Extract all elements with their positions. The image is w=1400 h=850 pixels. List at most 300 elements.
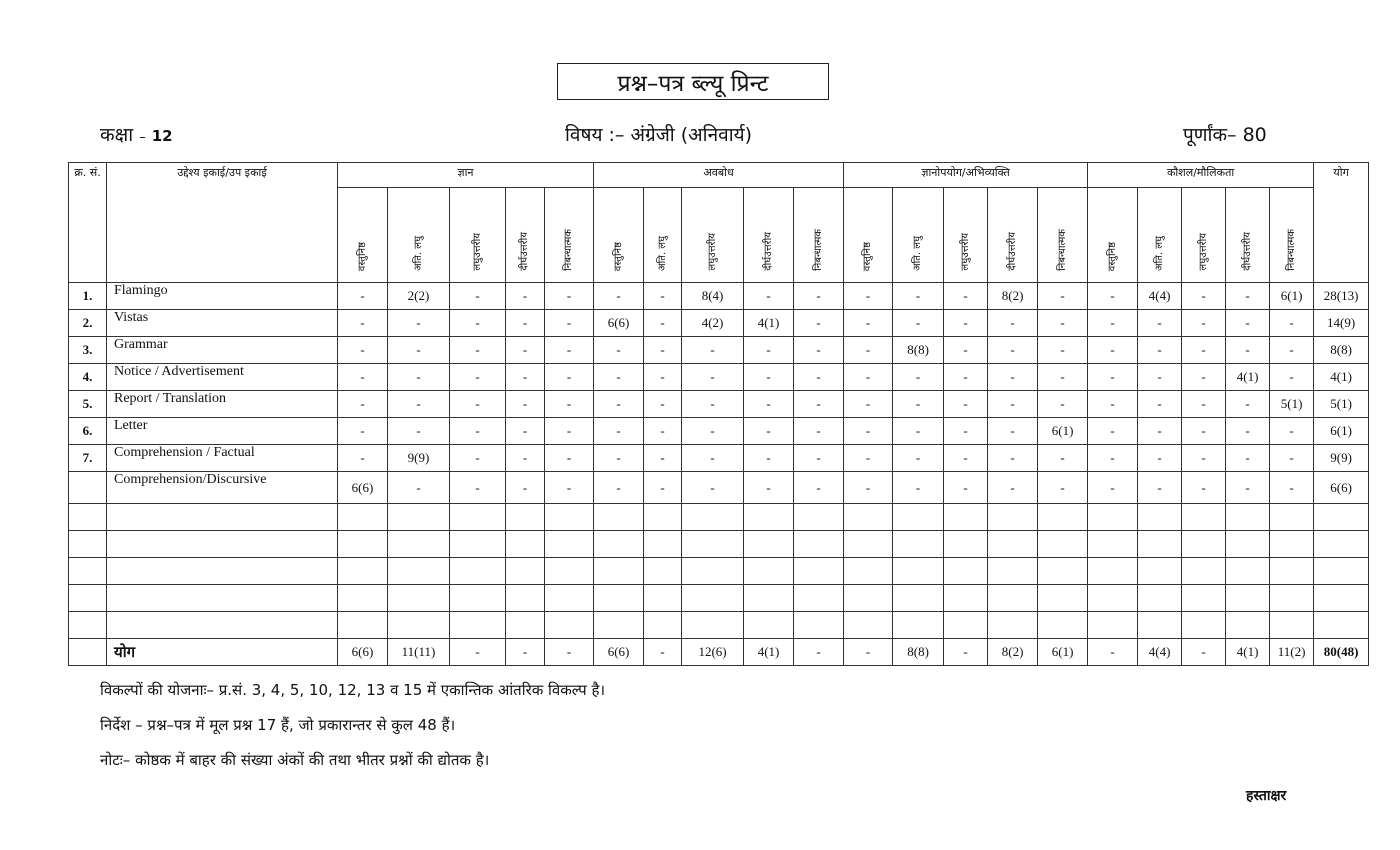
row-cell: - — [744, 391, 794, 418]
row-cell: - — [506, 445, 545, 472]
empty-cell — [844, 585, 893, 612]
signature-label: हस्ताक्षर — [1246, 788, 1287, 804]
row-cell: - — [893, 364, 944, 391]
row-cell: - — [450, 310, 506, 337]
empty-cell — [893, 531, 944, 558]
empty-cell — [69, 612, 107, 639]
row-cell: - — [545, 283, 594, 310]
row-cell: - — [388, 337, 450, 364]
row-cell: - — [1270, 445, 1314, 472]
row-cell: - — [644, 283, 682, 310]
row-cell: - — [682, 391, 744, 418]
row-cell: - — [1088, 364, 1138, 391]
sub-col-label: निबन्धात्मक — [1285, 229, 1297, 271]
row-sn: 3. — [69, 337, 107, 364]
empty-cell — [450, 585, 506, 612]
empty-cell — [1138, 612, 1182, 639]
row-cell: 9(9) — [388, 445, 450, 472]
row-sn: 4. — [69, 364, 107, 391]
row-cell: 6(1) — [1270, 283, 1314, 310]
row-cell: - — [1088, 445, 1138, 472]
row-cell: - — [388, 472, 450, 504]
row-cell: - — [1038, 472, 1088, 504]
row-cell: - — [594, 364, 644, 391]
row-cell: - — [338, 310, 388, 337]
empty-cell — [545, 585, 594, 612]
row-cell: - — [1226, 445, 1270, 472]
sub-col-label: अति. लघु — [412, 236, 424, 271]
row-unit: Comprehension/Discursive — [107, 472, 338, 504]
empty-cell — [644, 531, 682, 558]
row-cell: - — [1138, 337, 1182, 364]
sub-col-label: लघुउत्तरीय — [1197, 233, 1209, 271]
row-cell: - — [844, 364, 893, 391]
empty-cell — [1038, 504, 1088, 531]
sub-col-label: दीर्घउत्तरीय — [1006, 232, 1018, 271]
row-cell: - — [1038, 364, 1088, 391]
row-cell: - — [1038, 445, 1088, 472]
empty-cell — [388, 558, 450, 585]
col-total-header: योग — [1314, 163, 1369, 283]
empty-cell — [944, 531, 988, 558]
subject-label: विषय :– अंग्रेजी (अनिवार्य) — [565, 124, 753, 146]
sub-col-label: निबन्धात्मक — [812, 229, 824, 271]
class-label-text: कक्षा — [100, 124, 134, 146]
empty-row — [69, 585, 1369, 612]
empty-cell — [69, 558, 107, 585]
empty-cell — [893, 585, 944, 612]
row-cell: - — [944, 283, 988, 310]
empty-cell — [545, 504, 594, 531]
row-cell: 8(4) — [682, 283, 744, 310]
row-cell: - — [1270, 310, 1314, 337]
empty-cell — [338, 504, 388, 531]
sub-col-header — [1270, 188, 1314, 283]
empty-cell — [893, 504, 944, 531]
row-cell: - — [1182, 310, 1226, 337]
empty-cell — [69, 531, 107, 558]
empty-cell — [545, 531, 594, 558]
empty-cell — [107, 531, 338, 558]
row-cell: - — [1270, 472, 1314, 504]
empty-cell — [594, 585, 644, 612]
row-cell: - — [794, 445, 844, 472]
row-unit: Notice / Advertisement — [107, 364, 338, 391]
row-cell: - — [1088, 391, 1138, 418]
empty-cell — [682, 558, 744, 585]
sub-col-header — [1038, 188, 1088, 283]
sub-col-header — [644, 188, 682, 283]
row-cell: - — [844, 445, 893, 472]
empty-cell — [944, 585, 988, 612]
empty-cell — [1182, 531, 1226, 558]
row-cell: - — [1138, 472, 1182, 504]
row-cell: - — [1226, 391, 1270, 418]
row-cell: - — [682, 418, 744, 445]
totals-cell: 6(6) — [338, 639, 388, 666]
empty-cell — [682, 585, 744, 612]
empty-cell — [1226, 558, 1270, 585]
row-cell: - — [988, 391, 1038, 418]
row-cell: - — [844, 310, 893, 337]
row-sn: 2. — [69, 310, 107, 337]
row-cell: - — [1138, 310, 1182, 337]
row-cell: - — [644, 364, 682, 391]
empty-cell — [988, 504, 1038, 531]
row-cell: - — [338, 418, 388, 445]
max-marks-label: पूर्णांक– 80 — [1183, 124, 1267, 146]
empty-cell — [506, 585, 545, 612]
row-cell: - — [1226, 472, 1270, 504]
row-cell: - — [794, 310, 844, 337]
row-cell: - — [338, 283, 388, 310]
totals-row — [69, 639, 1369, 666]
table-row — [69, 364, 1369, 391]
empty-cell — [506, 504, 545, 531]
empty-cell — [893, 558, 944, 585]
class-label — [100, 121, 173, 147]
row-cell: - — [844, 283, 893, 310]
row-cell: - — [338, 337, 388, 364]
row-cell: - — [1088, 472, 1138, 504]
row-cell: - — [744, 445, 794, 472]
totals-cell: - — [450, 639, 506, 666]
empty-cell — [1270, 504, 1314, 531]
row-cell: - — [944, 337, 988, 364]
empty-cell — [1314, 558, 1369, 585]
row-cell: - — [450, 445, 506, 472]
note-instruction: निर्देश – प्रश्न–पत्र में मूल प्रश्न 17 हैं, जो प्रकारान्तर से कुल 48 हैं। — [100, 716, 456, 734]
row-cell: - — [794, 418, 844, 445]
sub-col-header — [682, 188, 744, 283]
group-header-avbodh: अवबोध — [594, 163, 844, 188]
row-cell: - — [988, 472, 1038, 504]
row-sn: 5. — [69, 391, 107, 418]
row-cell: - — [1182, 391, 1226, 418]
empty-cell — [1270, 585, 1314, 612]
empty-cell — [944, 558, 988, 585]
row-unit: Comprehension / Factual — [107, 445, 338, 472]
row-cell: - — [682, 445, 744, 472]
sub-col-header — [338, 188, 388, 283]
row-cell: - — [1038, 283, 1088, 310]
group-header-gyan: ज्ञान — [338, 163, 594, 188]
row-cell: - — [1226, 283, 1270, 310]
sub-col-header — [1138, 188, 1182, 283]
row-cell: - — [1182, 364, 1226, 391]
totals-cell: 11(11) — [388, 639, 450, 666]
sub-col-header — [744, 188, 794, 283]
page-title: प्रश्न–पत्र ब्ल्यू प्रिन्ट — [557, 63, 829, 100]
row-cell: - — [794, 364, 844, 391]
empty-cell — [1088, 558, 1138, 585]
totals-cell: 6(1) — [1038, 639, 1088, 666]
row-sn: 6. — [69, 418, 107, 445]
row-cell: - — [794, 283, 844, 310]
group-header-gyanopyog: ज्ञानोपयोग/अभिव्यक्ति — [844, 163, 1088, 188]
table-row — [69, 445, 1369, 472]
note-options: विकल्पों की योजनाः– प्र.सं. 3, 4, 5, 10, 12, 13 व 15 में एकान्तिक आंतरिक विकल्प है। — [100, 681, 606, 699]
empty-cell — [1182, 504, 1226, 531]
empty-row — [69, 612, 1369, 639]
totals-cell: 12(6) — [682, 639, 744, 666]
row-cell: - — [506, 310, 545, 337]
empty-cell — [450, 612, 506, 639]
row-cell: - — [388, 391, 450, 418]
totals-cell: 4(1) — [1226, 639, 1270, 666]
sub-col-header — [1088, 188, 1138, 283]
empty-cell — [1088, 585, 1138, 612]
row-cell: - — [338, 445, 388, 472]
empty-cell — [1226, 531, 1270, 558]
row-cell: - — [594, 337, 644, 364]
sub-col-label: अति. लघु — [1153, 236, 1165, 271]
sub-col-label: वस्तुनिष्ठ — [612, 241, 624, 271]
sub-col-header — [1226, 188, 1270, 283]
empty-cell — [1270, 531, 1314, 558]
group-header-kaushal: कौशल/मौलिकता — [1088, 163, 1314, 188]
table-row — [69, 337, 1369, 364]
empty-cell — [338, 585, 388, 612]
totals-cell: - — [545, 639, 594, 666]
empty-cell — [794, 585, 844, 612]
row-cell: 6(6) — [594, 310, 644, 337]
row-cell: - — [644, 418, 682, 445]
sub-col-header — [944, 188, 988, 283]
empty-cell — [594, 531, 644, 558]
empty-cell — [388, 531, 450, 558]
row-cell: - — [644, 310, 682, 337]
empty-cell — [1088, 612, 1138, 639]
row-cell: - — [594, 445, 644, 472]
empty-cell — [944, 504, 988, 531]
sub-col-label: वस्तुनिष्ठ — [862, 241, 874, 271]
row-cell: - — [944, 472, 988, 504]
sub-col-label: लघुउत्तरीय — [706, 233, 718, 271]
empty-cell — [744, 504, 794, 531]
empty-cell — [1314, 585, 1369, 612]
empty-cell — [1038, 585, 1088, 612]
row-cell: - — [944, 310, 988, 337]
table-row — [69, 391, 1369, 418]
sub-col-header — [844, 188, 893, 283]
row-cell: - — [682, 472, 744, 504]
row-cell: - — [1182, 472, 1226, 504]
row-cell: - — [545, 445, 594, 472]
row-cell: - — [988, 364, 1038, 391]
row-cell: - — [1038, 391, 1088, 418]
row-cell: - — [844, 472, 893, 504]
row-sn — [69, 472, 107, 504]
empty-cell — [545, 612, 594, 639]
row-cell: - — [644, 445, 682, 472]
row-cell: - — [594, 418, 644, 445]
row-cell: - — [388, 418, 450, 445]
empty-cell — [450, 531, 506, 558]
row-cell: - — [1182, 445, 1226, 472]
row-cell: - — [988, 310, 1038, 337]
row-cell: - — [1182, 337, 1226, 364]
row-cell: - — [682, 337, 744, 364]
row-unit: Letter — [107, 418, 338, 445]
empty-cell — [1226, 585, 1270, 612]
totals-cell: - — [794, 639, 844, 666]
sub-col-label: निबन्धात्मक — [1056, 229, 1068, 271]
empty-cell — [844, 558, 893, 585]
row-cell: - — [388, 310, 450, 337]
note-brackets: नोटः– कोष्ठक में बाहर की संख्या अंकों की तथा भीतर प्रश्नों की द्योतक है। — [100, 751, 490, 769]
row-cell: - — [794, 391, 844, 418]
empty-cell — [744, 558, 794, 585]
empty-cell — [1314, 504, 1369, 531]
row-cell: - — [744, 283, 794, 310]
empty-cell — [594, 504, 644, 531]
empty-cell — [1088, 504, 1138, 531]
sub-col-label: अति. लघु — [656, 236, 668, 271]
empty-cell — [338, 612, 388, 639]
empty-cell — [794, 504, 844, 531]
row-cell: - — [1138, 364, 1182, 391]
table-row — [69, 472, 1369, 504]
class-dash: – — [139, 130, 146, 145]
totals-cell: - — [944, 639, 988, 666]
row-cell: - — [450, 418, 506, 445]
row-cell: - — [506, 391, 545, 418]
empty-cell — [1270, 612, 1314, 639]
empty-cell — [1038, 531, 1088, 558]
totals-cell: 4(1) — [744, 639, 794, 666]
row-unit: Report / Translation — [107, 391, 338, 418]
row-total: 5(1) — [1314, 391, 1369, 418]
empty-cell — [988, 585, 1038, 612]
sub-col-header — [545, 188, 594, 283]
row-cell: - — [1226, 418, 1270, 445]
empty-row — [69, 504, 1369, 531]
row-cell: - — [506, 472, 545, 504]
row-cell: - — [545, 418, 594, 445]
totals-cell: 6(6) — [594, 639, 644, 666]
sub-col-header — [1182, 188, 1226, 283]
row-sn: 7. — [69, 445, 107, 472]
empty-cell — [506, 612, 545, 639]
row-cell: - — [594, 391, 644, 418]
row-cell: - — [1088, 418, 1138, 445]
empty-cell — [338, 531, 388, 558]
empty-cell — [69, 585, 107, 612]
row-cell: - — [545, 364, 594, 391]
empty-cell — [794, 531, 844, 558]
row-cell: - — [545, 472, 594, 504]
sub-col-label: लघुउत्तरीय — [471, 233, 483, 271]
empty-cell — [744, 585, 794, 612]
totals-cell: - — [644, 639, 682, 666]
row-cell: - — [1226, 310, 1270, 337]
sub-col-header — [594, 188, 644, 283]
row-total: 6(1) — [1314, 418, 1369, 445]
totals-cell: 8(8) — [893, 639, 944, 666]
row-cell: 2(2) — [388, 283, 450, 310]
row-cell: - — [744, 364, 794, 391]
row-cell: - — [545, 391, 594, 418]
row-total: 9(9) — [1314, 445, 1369, 472]
row-cell: - — [1088, 283, 1138, 310]
row-cell: - — [1270, 418, 1314, 445]
totals-cell: 11(2) — [1270, 639, 1314, 666]
row-cell: - — [1182, 283, 1226, 310]
row-cell: - — [388, 364, 450, 391]
row-cell: - — [944, 445, 988, 472]
sub-col-header — [388, 188, 450, 283]
row-cell: - — [1038, 310, 1088, 337]
row-cell: - — [944, 391, 988, 418]
empty-cell — [744, 531, 794, 558]
totals-sn-cell — [69, 639, 107, 666]
sub-col-header — [450, 188, 506, 283]
row-cell: - — [1038, 337, 1088, 364]
row-cell: 5(1) — [1270, 391, 1314, 418]
empty-cell — [594, 612, 644, 639]
row-cell: - — [338, 364, 388, 391]
blueprint-table — [68, 162, 1369, 666]
row-cell: 8(8) — [893, 337, 944, 364]
row-cell: - — [644, 337, 682, 364]
row-total: 4(1) — [1314, 364, 1369, 391]
totals-cell: - — [1088, 639, 1138, 666]
empty-cell — [107, 558, 338, 585]
empty-cell — [893, 612, 944, 639]
empty-cell — [506, 558, 545, 585]
row-total: 6(6) — [1314, 472, 1369, 504]
totals-cell: - — [844, 639, 893, 666]
row-cell: - — [506, 337, 545, 364]
empty-cell — [107, 612, 338, 639]
row-cell: - — [506, 364, 545, 391]
sub-col-label: वस्तुनिष्ठ — [356, 241, 368, 271]
empty-cell — [338, 558, 388, 585]
empty-cell — [1138, 531, 1182, 558]
row-cell: - — [844, 391, 893, 418]
empty-cell — [1038, 612, 1088, 639]
empty-cell — [1182, 558, 1226, 585]
sub-col-label: वस्तुनिष्ठ — [1106, 241, 1118, 271]
row-cell: - — [893, 445, 944, 472]
row-cell: 4(4) — [1138, 283, 1182, 310]
empty-row — [69, 558, 1369, 585]
row-cell: - — [1138, 391, 1182, 418]
totals-cell: - — [1182, 639, 1226, 666]
row-cell: - — [338, 391, 388, 418]
row-unit: Vistas — [107, 310, 338, 337]
row-unit: Grammar — [107, 337, 338, 364]
empty-cell — [644, 612, 682, 639]
sub-col-label: निबन्धात्मक — [563, 229, 575, 271]
row-cell: - — [545, 310, 594, 337]
col-unit-header: उद्देश्य इकाई/उप इकाई — [107, 163, 338, 283]
empty-cell — [1314, 612, 1369, 639]
sub-col-header — [794, 188, 844, 283]
empty-cell — [1038, 558, 1088, 585]
empty-cell — [682, 531, 744, 558]
row-cell: - — [744, 337, 794, 364]
row-cell: - — [1270, 337, 1314, 364]
row-cell: - — [682, 364, 744, 391]
empty-cell — [644, 504, 682, 531]
row-cell: - — [893, 310, 944, 337]
empty-cell — [988, 612, 1038, 639]
empty-cell — [388, 504, 450, 531]
empty-cell — [1088, 531, 1138, 558]
row-cell: - — [1138, 445, 1182, 472]
